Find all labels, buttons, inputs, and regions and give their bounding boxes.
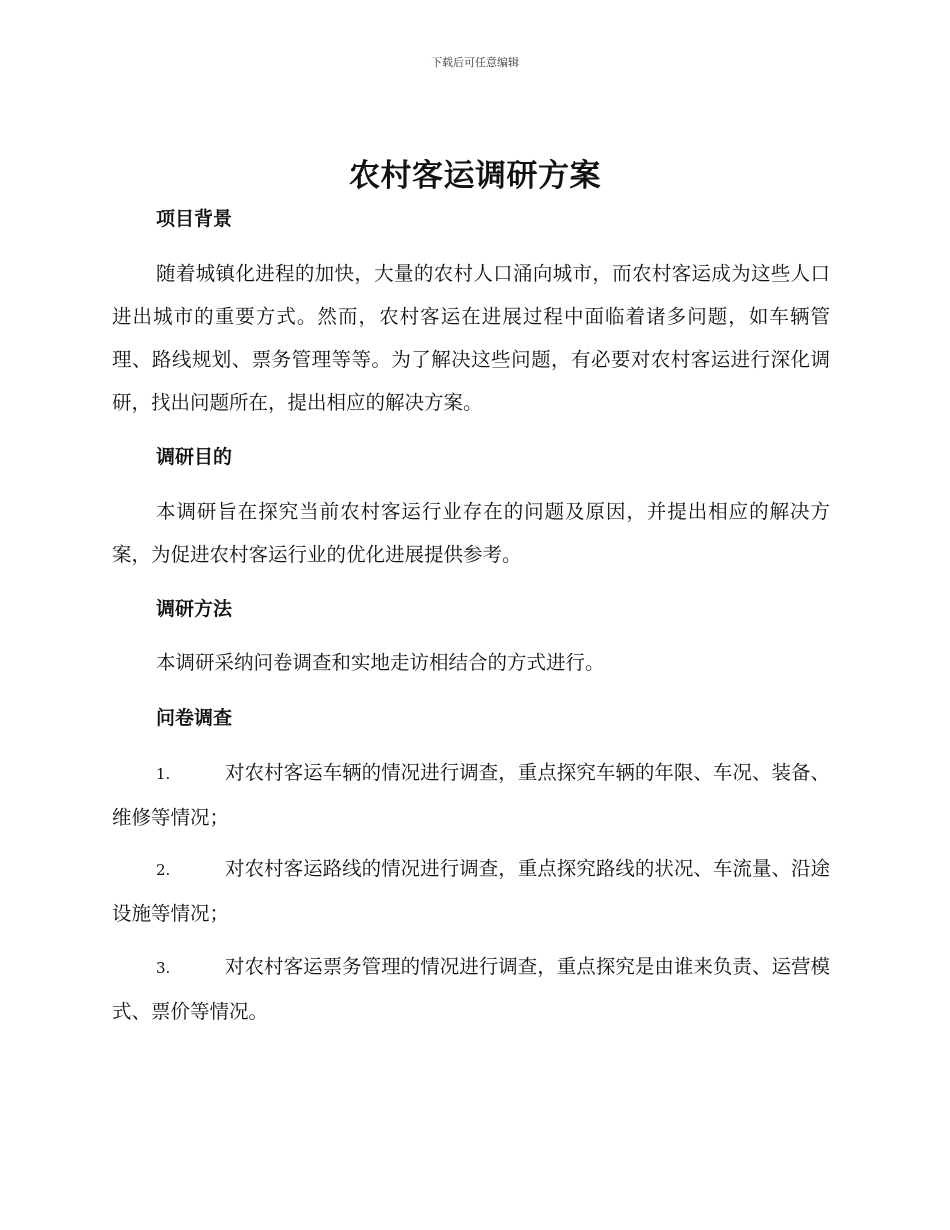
survey-list-item-1: [112, 751, 830, 839]
section-heading-purpose-block: [112, 443, 830, 471]
survey-list-item-3: [112, 945, 830, 1033]
section-paragraph: 本调研采纳问卷调查和实地走访相结合的方式进行。: [156, 651, 605, 674]
section-heading: 项目背景: [156, 208, 233, 230]
section-paragraph: 随着城镇化进程的加快，大量的农村人口涌向城市，而农村客运成为这些人口进出城市的重要方式。然而，农村客运在进展过程中面临着诸多问题，如车辆管理、路线规划、票务管理等等。为了解决这些问题，有必要对农村客运进行深化调研，找出问题所在，提出相应的解决方案。: [112, 262, 830, 414]
list-item: [112, 847, 830, 935]
section-heading-method-block: [112, 595, 830, 623]
list-item-text: 对农村客运车辆的情况进行调查，重点探究车辆的年限、车况、装备、维修等情况；: [112, 761, 830, 829]
section-paragraph-method-block: [112, 641, 830, 684]
list-item-number: 2.: [156, 861, 171, 879]
section-paragraph: 本调研旨在探究当前农村客运行业存在的问题及原因，并提出相应的解决方案，为促进农村客运行业的优化进展提供参考。: [112, 500, 830, 566]
list-item: [112, 945, 830, 1033]
list-item: [112, 751, 830, 839]
section-heading-background-block: [112, 205, 830, 233]
survey-list-item-2: [112, 847, 830, 935]
section-heading: 调研目的: [156, 446, 233, 468]
page-header-note: 下载后可任意编辑: [431, 56, 519, 69]
section-paragraph-background-block: [112, 252, 830, 424]
section-paragraph-purpose-block: [112, 490, 830, 576]
list-item-text: 对农村客运路线的情况进行调查，重点探究路线的状况、车流量、沿途设施等情况；: [112, 857, 830, 925]
list-item-number: 1.: [156, 765, 171, 783]
list-item-text: 对农村客运票务管理的情况进行调查，重点探究是由谁来负责、运营模式、票价等情况。: [112, 955, 830, 1023]
document-title: 农村客运调研方案: [349, 158, 601, 194]
section-heading: 问卷调查: [156, 707, 233, 729]
section-heading: 调研方法: [156, 598, 233, 620]
section-heading-survey-block: [112, 704, 830, 732]
list-item-number: 3.: [156, 959, 171, 977]
